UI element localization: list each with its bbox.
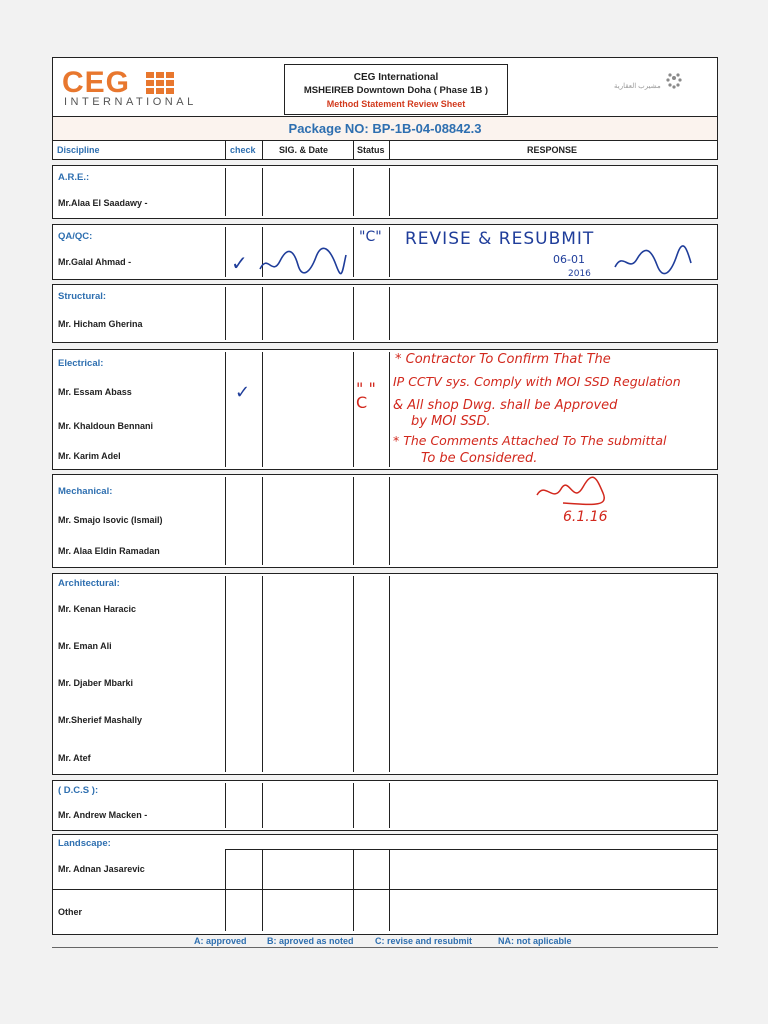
logo-subtitle: INTERNATIONAL [64, 96, 197, 108]
divider [225, 849, 226, 931]
logo-grid-icon [146, 72, 176, 94]
reviewer-name: Mr. Andrew Macken - [58, 810, 148, 820]
divider [262, 287, 263, 340]
qaqc-signature2-icon [613, 243, 693, 277]
logo-text: CEG [62, 66, 131, 99]
section-architectural [52, 573, 718, 775]
col-check: check [230, 145, 256, 155]
reviewer-name: Mr. Djaber Mbarki [58, 678, 134, 688]
divider [262, 352, 263, 467]
divider [225, 477, 226, 565]
legend-not-applicable: NA: not aplicable [498, 936, 572, 946]
divider [353, 168, 354, 216]
elec-status: " " C [356, 379, 376, 412]
divider [389, 576, 390, 772]
other-label: Other [58, 907, 83, 917]
divider [389, 168, 390, 216]
package-bar [52, 117, 718, 140]
qaqc-response: REVISE & RESUBMIT [405, 229, 595, 249]
elec-response-line: * The Comments Attached To The submittal [393, 433, 667, 448]
divider [262, 141, 263, 159]
qaqc-check-mark: ✓ [231, 251, 248, 275]
divider [353, 287, 354, 340]
legend-approved: A: approved [194, 936, 247, 946]
section-title: QA/QC: [58, 231, 93, 242]
col-response: RESPONSE [527, 145, 578, 155]
divider [225, 576, 226, 772]
elec-response-line: by MOI SSD. [411, 414, 491, 429]
section-title: Electrical: [58, 358, 104, 369]
divider [225, 783, 226, 828]
reviewer-name: Mr. Karim Adel [58, 451, 121, 461]
title-box [284, 64, 508, 115]
section-title: A.R.E.: [58, 172, 90, 183]
sheet-title: Method Statement Review Sheet [326, 99, 466, 109]
divider [353, 352, 354, 467]
section-structural [52, 284, 718, 343]
divider [389, 141, 390, 159]
elec-date: 6.1.16 [563, 509, 608, 525]
col-discipline: Discipline [57, 145, 100, 155]
qaqc-status: "C" [359, 229, 382, 245]
reviewer-name: Mr.Sherief Mashally [58, 715, 143, 725]
divider [353, 141, 354, 159]
divider [389, 849, 390, 931]
qaqc-year: 2016 [568, 269, 591, 279]
column-header-row [52, 140, 718, 160]
divider [389, 783, 390, 828]
col-status: Status [357, 145, 385, 155]
divider [353, 576, 354, 772]
section-title: Architectural: [58, 578, 120, 589]
legend-approved-as-noted: B: aproved as noted [267, 936, 354, 946]
elec-response-line: & All shop Dwg. shall be Approved [393, 398, 618, 413]
divider [262, 168, 263, 216]
section-dcs [52, 780, 718, 831]
divider [262, 576, 263, 772]
divider [225, 849, 717, 850]
elec-signature-icon [533, 475, 613, 509]
section-electrical [52, 349, 718, 470]
section-title: Structural: [58, 291, 107, 302]
section-landscape [52, 834, 718, 935]
section-title: Mechanical: [58, 486, 113, 497]
reviewer-name: Mr. Adnan Jasarevic [58, 864, 145, 874]
bottom-rule [52, 947, 718, 948]
legend-revise-resubmit: C: revise and resubmit [375, 936, 473, 946]
elec-response-line: IP CCTV sys. Comply with MOI SSD Regulation [393, 374, 681, 389]
elec-check-mark: ✓ [235, 382, 251, 403]
reviewer-name: Mr.Alaa El Saadawy - [58, 198, 148, 208]
divider [225, 287, 226, 340]
divider [262, 849, 263, 931]
divider [225, 227, 226, 277]
reviewer-name: Mr.Galal Ahmad - [58, 257, 132, 267]
section-title: ( D.C.S ): [58, 785, 99, 796]
reviewer-name: Mr. Kenan Haracic [58, 604, 137, 614]
qaqc-signature-icon [258, 243, 348, 279]
divider [53, 889, 717, 890]
reviewer-name: Mr. Khaldoun Bennani [58, 421, 154, 431]
reviewer-name: Mr. Eman Ali [58, 641, 112, 651]
col-sig-date: SIG. & Date [279, 145, 329, 155]
divider [262, 477, 263, 565]
msheireb-logo-text: مشيرب العقارية [614, 83, 661, 90]
reviewer-name: Mr. Atef [58, 753, 91, 763]
qaqc-date: 06-01 [553, 253, 585, 266]
elec-response-line: * Contractor To Confirm That The [395, 352, 611, 367]
project-name: MSHEIREB Downtown Doha ( Phase 1B ) [303, 85, 489, 96]
section-qaqc [52, 224, 718, 280]
reviewer-name: Mr. Smajo Isovic (Ismail) [58, 515, 163, 525]
divider [225, 352, 226, 467]
section-mechanical [52, 474, 718, 568]
section-title: Landscape: [58, 838, 111, 849]
divider [353, 227, 354, 277]
divider [389, 477, 390, 565]
divider [389, 352, 390, 467]
ceg-logo [62, 66, 130, 100]
divider [262, 783, 263, 828]
reviewer-name: Mr. Alaa Eldin Ramadan [58, 546, 160, 556]
elec-response-line: To be Considered. [421, 451, 538, 466]
divider [353, 783, 354, 828]
reviewer-name: Mr. Hicham Gherina [58, 319, 143, 329]
package-number: Package NO: BP-1B-04-08842.3 [288, 121, 482, 136]
divider [353, 477, 354, 565]
divider [225, 141, 226, 159]
section-are [52, 165, 718, 219]
divider [353, 849, 354, 931]
divider [225, 168, 226, 216]
company-name: CEG International [353, 72, 439, 83]
divider [389, 227, 390, 277]
reviewer-name: Mr. Essam Abass [58, 387, 132, 397]
divider [389, 287, 390, 340]
